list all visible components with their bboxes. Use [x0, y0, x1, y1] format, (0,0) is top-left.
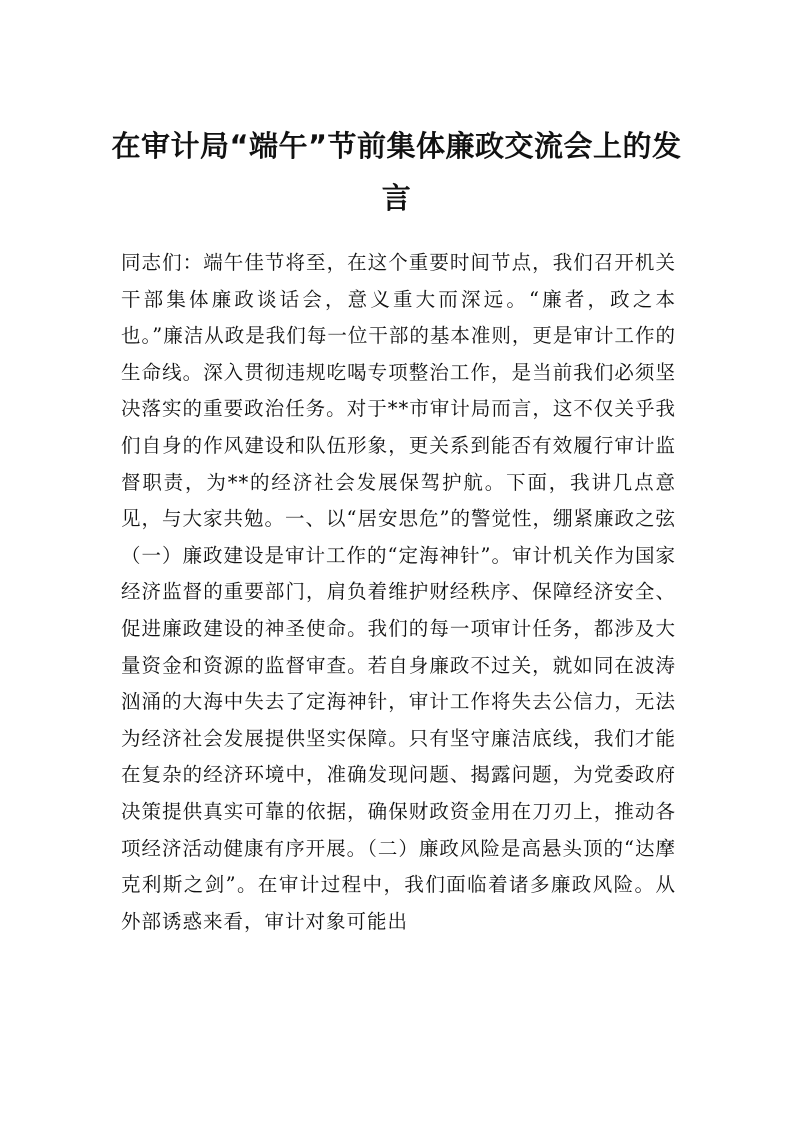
document-body: 同志们：端午佳节将至，在这个重要时间节点，我们召开机关干部集体廉政谈话会，意义重大而深远。“廉者，政之本也。”廉洁从政是我们每一位干部的基本准则，更是审计工作的生命线。深入贯彻违规吃喝专项整治工作，是当前我们必须坚决落实的重要政治任务。对于**市审计局而言，这不仅关乎我们自身的作风建设和队伍形象，更关系到能否有效履行审计监督职责，为**的经济社会发展保驾护航。下面，我讲几点意见，与大家共勉。一、以“居安思危”的警觉性，绷紧廉政之弦（一）廉政建设是审计工作的“定海神针”。审计机关作为国家经济监督的重要部门，肩负着维护财经秩序、保障经济安全、促进廉政建设的神圣使命。我们的每一项审计任务，都涉及大量资金和资源的监督审查。若自身廉政不过关，就如同在波涛汹涌的大海中失去了定海神针，审计工作将失去公信力，无法为经济社会发展提供坚实保障。只有坚守廉洁底线，我们才能在复杂的经济环境中，准确发现问题、揭露问题，为党委政府决策提供真实可靠的依据，确保财政资金用在刀刃上，推动各项经济活动健康有序开展。（二）廉政风险是高悬头顶的“达摩克利斯之剑”。在审计过程中，我们面临着诸多廉政风险。从外部诱惑来看，审计对象可能出: [121, 251, 676, 933]
document-title: 在审计局“端午”节前集体廉政交流会上的发言: [111, 129, 682, 215]
